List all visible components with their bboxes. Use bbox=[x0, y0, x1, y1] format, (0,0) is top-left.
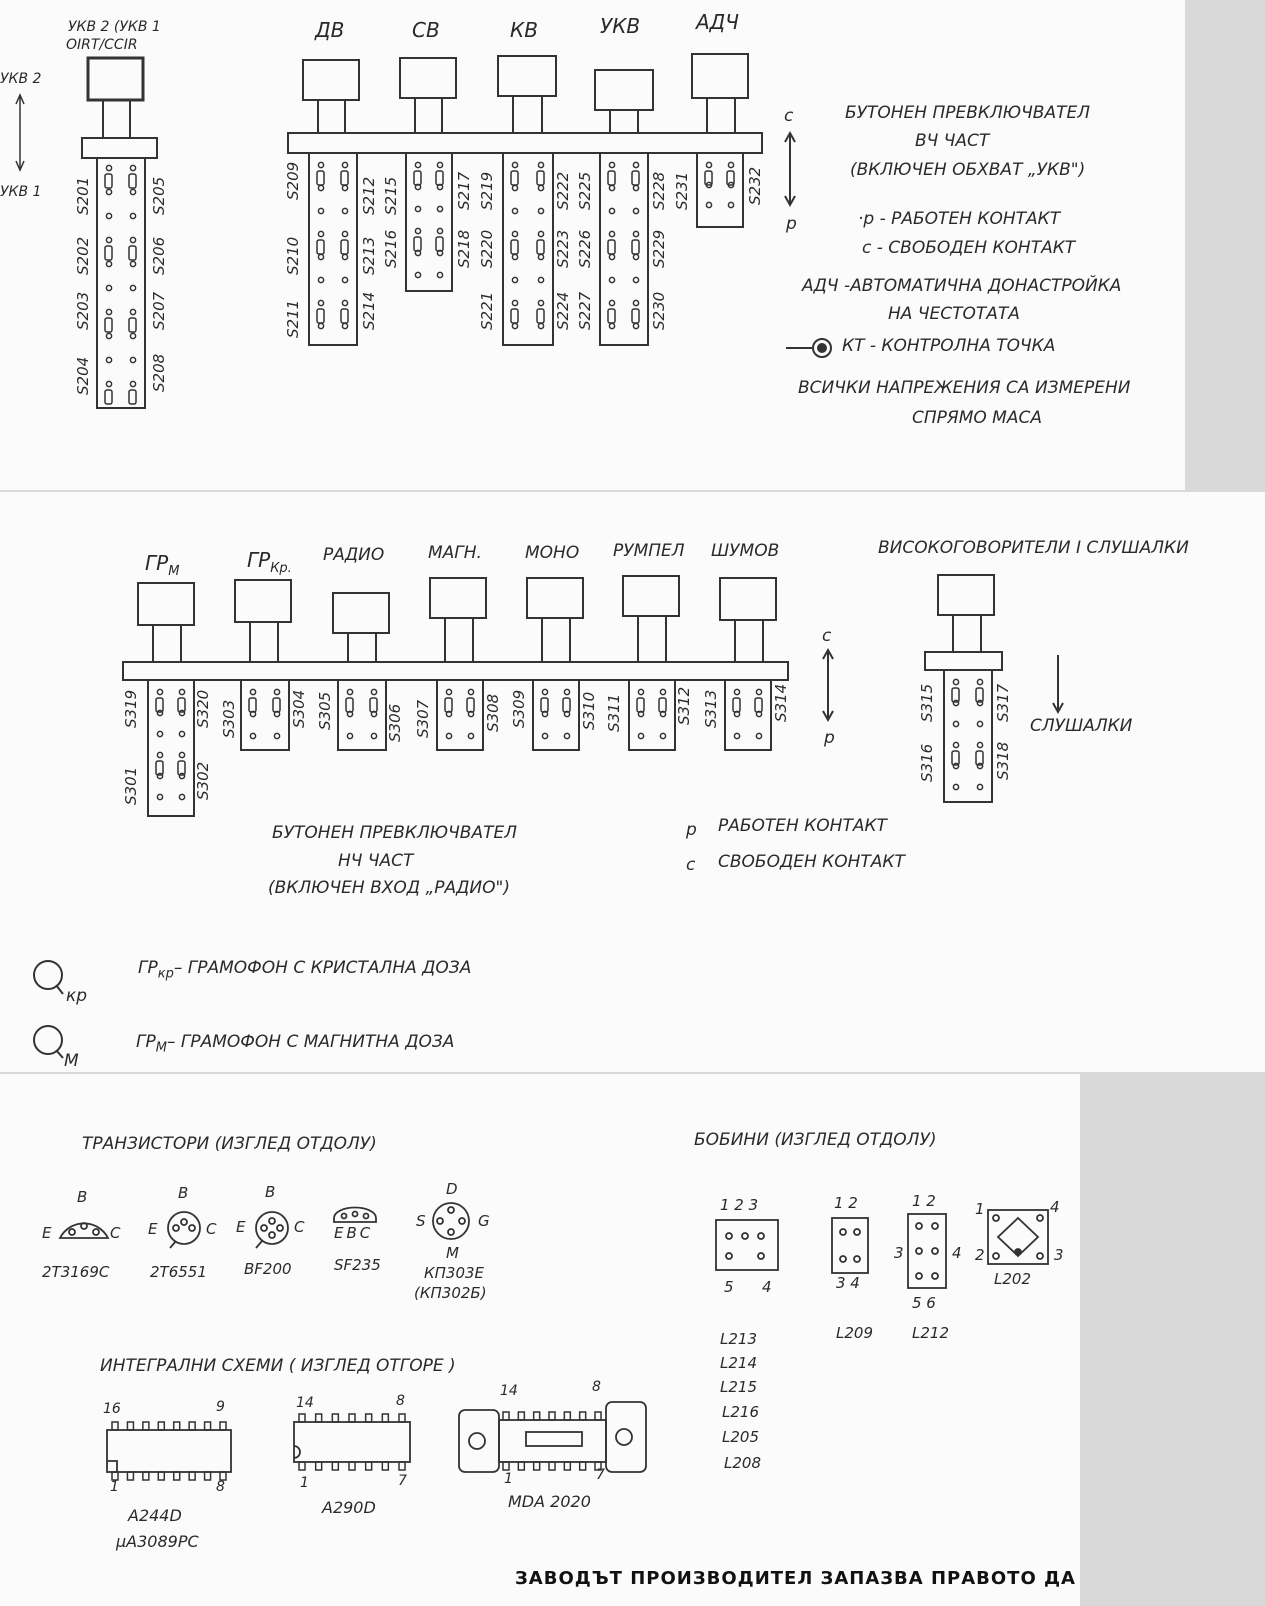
lf-btn-magn: МАГН. bbox=[428, 543, 482, 563]
hf-legend-title2: ВЧ ЧАСТ bbox=[915, 131, 990, 151]
hf-btn-dv: ДВ bbox=[315, 18, 345, 42]
s211: S211 bbox=[284, 299, 302, 338]
s217: S217 bbox=[455, 171, 473, 210]
s223: S223 bbox=[554, 229, 572, 268]
s302: S302 bbox=[194, 761, 212, 800]
a290-name: А290D bbox=[322, 1498, 376, 1517]
tr5-pin-g: G bbox=[478, 1212, 490, 1230]
hf-btn-sv: СВ bbox=[412, 18, 440, 42]
coil-name-l216: L216 bbox=[722, 1403, 759, 1421]
hf-arrow-p: p bbox=[786, 214, 797, 234]
s204: S204 bbox=[74, 356, 92, 395]
tr4-pin-c: С bbox=[359, 1224, 374, 1242]
lf-legend-c-sym: с bbox=[686, 855, 696, 875]
hf-legend-adch1: АДЧ -АВТОМАТИЧНА ДОНАСТРОЙКА bbox=[802, 276, 1122, 296]
s206: S206 bbox=[150, 236, 168, 275]
s225: S225 bbox=[576, 171, 594, 210]
hf-legend-title1: БУТОНЕН ПРЕВКЛЮЧВАТЕЛ bbox=[845, 103, 1090, 123]
a244-pin-tl: 16 bbox=[103, 1401, 121, 1417]
s202: S202 bbox=[74, 236, 92, 275]
tr5-name: КП303Е bbox=[424, 1264, 485, 1282]
coil3-left: 3 bbox=[894, 1244, 904, 1262]
s222: S222 bbox=[554, 171, 572, 210]
s231: S231 bbox=[673, 171, 691, 210]
s208: S208 bbox=[150, 353, 168, 392]
gram-m-text: – ГРАМОФОН С МАГНИТНА ДОЗА bbox=[166, 1032, 455, 1052]
tr2-pin-c: С bbox=[206, 1220, 217, 1238]
tr2-pin-e: Е bbox=[148, 1220, 158, 1238]
s228: S228 bbox=[650, 171, 668, 210]
tr1-pin-e: Е bbox=[42, 1224, 52, 1242]
s203: S203 bbox=[74, 291, 92, 330]
tr5-pin-d: D bbox=[446, 1180, 458, 1198]
ics-title: ИНТЕГРАЛНИ СХЕМИ ( ИЗГЛЕД ОТГОРЕ ) bbox=[100, 1356, 456, 1376]
lf-arrow-p: p bbox=[824, 728, 835, 748]
mda-name: MDA 2020 bbox=[508, 1492, 591, 1511]
coil2-top: 1 2 bbox=[834, 1194, 858, 1212]
transistors-title: ТРАНЗИСТОРИ (ИЗГЛЕД ОТДОЛУ) bbox=[82, 1134, 377, 1154]
lf-legend-p-sym: р bbox=[686, 820, 697, 840]
tr4-pin-b: В bbox=[346, 1224, 360, 1242]
hf-left-pos-b: УКВ 1 bbox=[0, 184, 42, 200]
lf-legend-p: РАБОТЕН КОНТАКТ bbox=[718, 816, 887, 836]
s317: S317 bbox=[994, 683, 1012, 722]
gram-m-pre-sub: М bbox=[155, 1040, 167, 1056]
s307: S307 bbox=[414, 699, 432, 738]
hf-legend-kt: КТ - КОНТРОЛНА ТОЧКА bbox=[842, 336, 1056, 356]
tr1-pin-b: В bbox=[77, 1188, 88, 1206]
s219: S219 bbox=[478, 171, 496, 210]
a244-pin-br: 8 bbox=[216, 1479, 225, 1495]
a290-pin-tr: 8 bbox=[396, 1393, 405, 1409]
tr3-name: BF200 bbox=[244, 1260, 292, 1278]
coil1-b2: 4 bbox=[762, 1278, 772, 1296]
gram-kr-line bbox=[138, 960, 471, 980]
coil1-top: 1 2 3 bbox=[720, 1196, 759, 1214]
a290-pin-tl: 14 bbox=[296, 1395, 314, 1411]
tr3-pin-c: С bbox=[294, 1218, 305, 1236]
coils-title: БОБИНИ (ИЗГЛЕД ОТДОЛУ) bbox=[694, 1130, 937, 1150]
hf-btn-ukv: УКВ bbox=[600, 14, 641, 38]
lf-btn-gr-m bbox=[145, 553, 179, 578]
tr2-name: 2Т6551 bbox=[150, 1263, 207, 1281]
s306: S306 bbox=[386, 703, 404, 742]
mda-pin-bl: 1 bbox=[504, 1471, 513, 1487]
s226: S226 bbox=[576, 229, 594, 268]
speaker-title: ВИСОКОГОВОРИТЕЛИ I СЛУШАЛКИ bbox=[878, 538, 1189, 558]
s304: S304 bbox=[290, 689, 308, 728]
lf-arrow bbox=[823, 650, 833, 720]
s314: S314 bbox=[772, 683, 790, 722]
coil2-name: L209 bbox=[836, 1324, 873, 1342]
s212: S212 bbox=[360, 176, 378, 215]
coil4-p2: 2 bbox=[975, 1246, 985, 1264]
tr5-pin-m: М bbox=[446, 1244, 459, 1262]
lf-btn-shumov: ШУМОВ bbox=[711, 541, 780, 561]
coil4-p4: 4 bbox=[1050, 1198, 1060, 1216]
gram-m-sub: М bbox=[64, 1051, 79, 1071]
lf-title2: НЧ ЧАСТ bbox=[338, 851, 414, 871]
coil4-p1: 1 bbox=[975, 1200, 985, 1218]
mda-pin-br: 7 bbox=[596, 1467, 605, 1483]
coil-name-l214: L214 bbox=[720, 1354, 757, 1372]
s308: S308 bbox=[484, 693, 502, 732]
s215: S215 bbox=[382, 176, 400, 215]
s201: S201 bbox=[74, 176, 92, 215]
s301: S301 bbox=[122, 766, 140, 805]
gram-kr-pre-sub: кр bbox=[157, 966, 174, 982]
tr4-pins bbox=[334, 1226, 373, 1241]
s218: S218 bbox=[455, 229, 473, 268]
s210: S210 bbox=[284, 236, 302, 275]
lf-arrow-c: c bbox=[822, 626, 832, 646]
lf-btn-gr-kr-sub: Кр. bbox=[270, 561, 292, 576]
coil3-name: L212 bbox=[912, 1324, 949, 1342]
tr2-pin-b: В bbox=[178, 1184, 189, 1202]
lf-btn-gr-m-label: ГР bbox=[145, 551, 169, 575]
a244-name2: μА3089РС bbox=[116, 1532, 199, 1551]
coil-name-l213: L213 bbox=[720, 1330, 757, 1348]
lf-legend-c: СВОБОДЕН КОНТАКТ bbox=[718, 852, 905, 872]
lf-btn-radio: РАДИО bbox=[323, 545, 385, 565]
s209: S209 bbox=[284, 161, 302, 200]
tr4-pin-e: Е bbox=[334, 1224, 347, 1242]
hf-legend-p: ·р - РАБОТЕН КОНТАКТ bbox=[858, 209, 1061, 229]
a244-pin-bl: 1 bbox=[110, 1479, 119, 1495]
mda-pin-tr: 8 bbox=[592, 1379, 601, 1395]
gram-kr-text: – ГРАМОФОН С КРИСТАЛНА ДОЗА bbox=[173, 958, 472, 978]
coil-name-l205: L205 bbox=[722, 1428, 759, 1446]
hf-legend-c: с - СВОБОДЕН КОНТАКТ bbox=[862, 238, 1076, 258]
coil1-b1: 5 bbox=[724, 1278, 734, 1296]
lf-btn-gr-kr bbox=[247, 550, 292, 575]
mda-pin-tl: 14 bbox=[500, 1383, 518, 1399]
s213: S213 bbox=[360, 236, 378, 275]
hf-btn-adch: АДЧ bbox=[696, 10, 740, 34]
s320: S320 bbox=[194, 689, 212, 728]
tr5-name2: (КП302Б) bbox=[414, 1284, 487, 1302]
coil-name-l208: L208 bbox=[724, 1454, 761, 1472]
coil3-right: 4 bbox=[952, 1244, 962, 1262]
hf-legend-note1: ВСИЧКИ НАПРЕЖЕНИЯ СА ИЗМЕРЕНИ bbox=[798, 378, 1131, 398]
tr3-pin-b: В bbox=[265, 1183, 276, 1201]
tr5-pin-s: S bbox=[416, 1212, 426, 1230]
s313: S313 bbox=[702, 689, 720, 728]
gramophone-symbols bbox=[34, 961, 63, 1058]
a244-pin-tr: 9 bbox=[216, 1399, 225, 1415]
headphones-label: СЛУШАЛКИ bbox=[1030, 716, 1133, 736]
kt-symbol bbox=[786, 339, 831, 357]
hf-left-pos-a: УКВ 2 bbox=[0, 71, 42, 87]
hf-arrow-c: c bbox=[784, 106, 794, 126]
hf-legend-note2: СПРЯМО МАСА bbox=[912, 408, 1042, 428]
gram-m-line bbox=[136, 1034, 454, 1054]
tr4-name: SF235 bbox=[334, 1256, 381, 1274]
hf-left-top-label2: OIRT/CCIR bbox=[66, 37, 138, 53]
s221: S221 bbox=[478, 291, 496, 330]
s214: S214 bbox=[360, 291, 378, 330]
hf-left-top-label: УКВ 2 (УКВ 1 bbox=[68, 19, 161, 35]
lf-btn-gr-kr-label: ГР bbox=[247, 548, 271, 572]
s227: S227 bbox=[576, 291, 594, 330]
coil4-p3: 3 bbox=[1054, 1246, 1064, 1264]
transistor-outlines bbox=[60, 1203, 469, 1248]
coil-name-l215: L215 bbox=[720, 1378, 757, 1396]
hf-legend-adch2: НА ЧЕСТОТАТА bbox=[888, 304, 1020, 324]
s312: S312 bbox=[675, 686, 693, 725]
s224: S224 bbox=[554, 291, 572, 330]
s315: S315 bbox=[918, 683, 936, 722]
coil4-name: L202 bbox=[994, 1270, 1031, 1288]
hf-left-switch bbox=[82, 58, 157, 408]
a244-name: А244D bbox=[128, 1506, 182, 1525]
s305: S305 bbox=[316, 691, 334, 730]
tr3-pin-e: Е bbox=[236, 1218, 246, 1236]
s230: S230 bbox=[650, 291, 668, 330]
coil3-top: 1 2 bbox=[912, 1192, 936, 1210]
s319: S319 bbox=[122, 689, 140, 728]
gram-kr-pre: ГР bbox=[138, 958, 158, 978]
s205: S205 bbox=[150, 176, 168, 215]
tr1-name: 2Т3169С bbox=[42, 1263, 110, 1281]
hf-legend-title3: (ВКЛЮЧЕН ОБХВАТ „УКВ") bbox=[850, 160, 1086, 180]
s207: S207 bbox=[150, 291, 168, 330]
s311: S311 bbox=[605, 693, 623, 732]
coil3-bottom: 5 6 bbox=[912, 1294, 936, 1312]
s229: S229 bbox=[650, 229, 668, 268]
s220: S220 bbox=[478, 229, 496, 268]
a290-pin-bl: 1 bbox=[300, 1475, 309, 1491]
s310: S310 bbox=[580, 691, 598, 730]
s216: S216 bbox=[382, 229, 400, 268]
coil2-bottom: 3 4 bbox=[836, 1274, 860, 1292]
lf-title3: (ВКЛЮЧЕН ВХОД „РАДИО") bbox=[268, 878, 510, 898]
s316: S316 bbox=[918, 743, 936, 782]
hf-btn-kv: КВ bbox=[510, 18, 538, 42]
s309: S309 bbox=[510, 689, 528, 728]
lf-btn-rumpel: РУМПЕЛ bbox=[613, 541, 685, 561]
lf-title1: БУТОНЕН ПРЕВКЛЮЧВАТЕЛ bbox=[272, 823, 517, 843]
s303: S303 bbox=[220, 699, 238, 738]
s232: S232 bbox=[746, 166, 764, 205]
s318: S318 bbox=[994, 741, 1012, 780]
gram-kr-sub: кр bbox=[66, 986, 88, 1006]
gram-m-pre: ГР bbox=[136, 1032, 156, 1052]
tr1-pin-c: С bbox=[110, 1224, 121, 1242]
lf-btn-mono: МОНО bbox=[525, 543, 580, 563]
lf-btn-gr-m-sub: М bbox=[168, 564, 180, 579]
a290-pin-br: 7 bbox=[398, 1473, 407, 1489]
footer-text: ЗАВОДЪТ ПРОИЗВОДИТЕЛ ЗАПАЗВА ПРАВОТО ДА bbox=[515, 1568, 1076, 1589]
